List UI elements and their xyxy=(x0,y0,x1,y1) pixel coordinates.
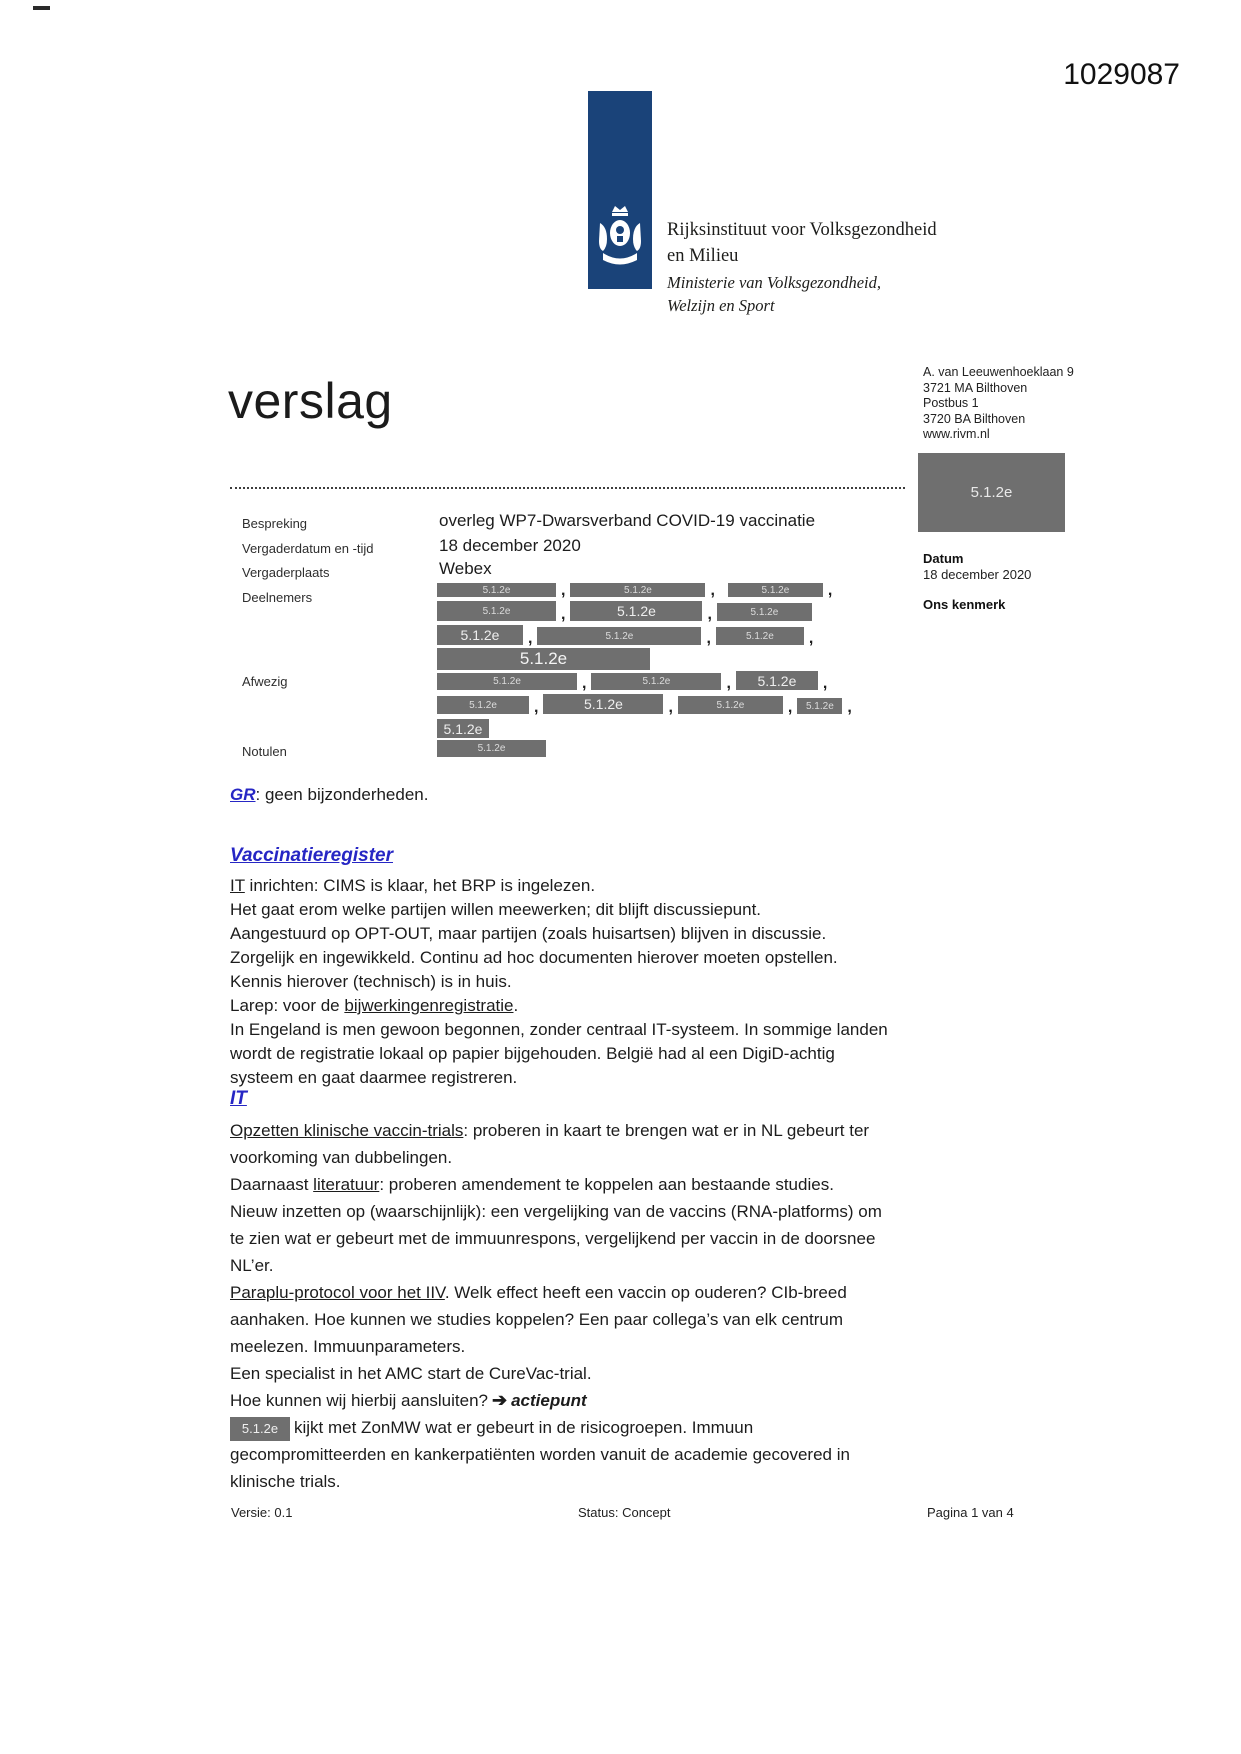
org-name-line1: Rijksinstituut voor Volksgezondheid xyxy=(667,220,937,240)
bespreking-label: Bespreking xyxy=(242,516,308,531)
document-number: 1029087 xyxy=(1063,58,1180,91)
separator-comma: , xyxy=(528,630,533,647)
separator-comma: , xyxy=(706,630,711,647)
gr-heading: GR xyxy=(230,785,256,804)
gr-line xyxy=(230,783,890,807)
body-text: : proberen in kaart te brengen wat er in NL gebeurt ter voorkoming van dubbelingen. xyxy=(230,1121,870,1167)
redaction-box: 5.1.2e xyxy=(437,601,556,621)
section-heading-text: Vaccinatieregister xyxy=(230,845,393,866)
redaction-box: 5.1.2e xyxy=(797,698,842,714)
vergaderplaats-label: Vergaderplaats xyxy=(242,565,330,580)
afwezig-redaction-row xyxy=(437,719,489,738)
afwezig-label: Afwezig xyxy=(242,674,288,689)
redaction-box: 5.1.2e xyxy=(728,583,823,597)
underlined-text: Opzetten klinische vaccin-trials xyxy=(230,1121,464,1140)
footer-pagina: Pagina 1 van 4 xyxy=(927,1505,1014,1520)
deelnemers-redaction-row xyxy=(437,601,812,621)
separator-comma: , xyxy=(710,582,715,599)
vergaderdatum-value: 18 december 2020 xyxy=(439,536,581,555)
body-paragraph xyxy=(230,1279,890,1360)
body-line: Aangestuurd op OPT-OUT, maar partijen (zoals huisartsen) blijven in discussie. xyxy=(230,924,827,943)
redaction-box: 5.1.2e xyxy=(437,673,577,690)
body-line xyxy=(230,874,890,898)
page-title: verslag xyxy=(228,373,393,429)
deelnemers-redaction-row xyxy=(437,648,650,670)
redaction-box: 5.1.2e xyxy=(537,627,701,645)
address-line: 3721 MA Bilthoven xyxy=(923,380,1028,395)
body-text: inrichten: CIMS is klaar, het BRP is ingelezen. xyxy=(244,876,596,895)
ministry-line2: Welzijn en Sport xyxy=(667,296,775,315)
redaction-box: 5.1.2e xyxy=(570,601,702,621)
redaction-box: 5.1.2e xyxy=(543,694,663,714)
body-line: Zorgelijk en ingewikkeld. Continu ad hoc documenten hierover moeten opstellen. xyxy=(230,948,838,967)
vaccinatieregister-paragraph xyxy=(230,874,890,1090)
section-heading-text: IT xyxy=(230,1088,247,1109)
body-text: : proberen amendement te koppelen aan bestaande studies. xyxy=(379,1175,834,1194)
footer-status: Status: Concept xyxy=(578,1505,671,1520)
separator-comma: , xyxy=(561,606,566,623)
body-paragraph: In Engeland is men gewoon begonnen, zonder centraal IT-systeem. In sommige landen wordt de registratie lokaal op papier bijgehouden. België had al een DigiD-achtig systeem en gaat daarmee registreren. xyxy=(230,1020,888,1087)
redaction-box: 5.1.2e xyxy=(678,696,783,714)
separator-comma: , xyxy=(822,675,828,692)
body-line: Kennis hierover (technisch) is in huis. xyxy=(230,972,512,991)
ons-kenmerk-label: Ons kenmerk xyxy=(923,597,1006,612)
body-line xyxy=(230,994,890,1018)
redaction-box: 5.1.2e xyxy=(230,1417,290,1441)
body-line: Een specialist in het AMC start de CureVac-trial. xyxy=(230,1364,592,1383)
vergaderplaats-value: Webex xyxy=(439,559,492,578)
bespreking-value: overleg WP7-Dwarsverband COVID-19 vaccinatie xyxy=(439,511,816,530)
separator-comma: , xyxy=(827,582,833,599)
arrow-icon: ➔ xyxy=(492,1390,508,1410)
separator-comma: , xyxy=(808,630,814,647)
org-name-line2: en Milieu xyxy=(667,246,739,266)
notulen-redaction-row xyxy=(437,740,546,757)
ministry-line1: Ministerie van Volksgezondheid, xyxy=(667,273,882,292)
separator-comma: , xyxy=(561,582,566,599)
body-text: . Welk effect heeft een vaccin op ouderen? CIb-breed aanhaken. Hoe kunnen we studies koppelen? Een paar collega’s van elk centrum meelezen. Immuunparameters. xyxy=(230,1283,847,1356)
website-text: www.rivm.nl xyxy=(923,427,990,441)
body-line xyxy=(230,1387,890,1414)
separator-comma: , xyxy=(582,675,587,692)
rivm-crest-icon xyxy=(597,203,643,272)
body-text: Hoe kunnen wij hierbij aansluiten? xyxy=(230,1391,488,1410)
redaction-box: 5.1.2e xyxy=(437,719,489,738)
separator-comma: , xyxy=(787,699,793,716)
redaction-box: 5.1.2e xyxy=(570,583,705,597)
redaction-box: 5.1.2e xyxy=(437,740,546,757)
deelnemers-label: Deelnemers xyxy=(242,590,313,605)
dotted-separator xyxy=(230,487,905,489)
section-heading-vaccinatieregister xyxy=(230,845,890,867)
body-line xyxy=(230,1171,890,1198)
address-line: Postbus 1 xyxy=(923,396,979,410)
separator-comma: , xyxy=(707,606,712,623)
afwezig-redaction-row xyxy=(437,694,857,714)
gr-text: : geen bijzonderheden. xyxy=(255,785,429,804)
body-text: Daarnaast xyxy=(230,1175,314,1194)
it-paragraph xyxy=(230,1117,890,1495)
redaction-box: 5.1.2e xyxy=(437,696,529,714)
deelnemers-redaction-row xyxy=(437,625,818,645)
body-text: Larep: voor de xyxy=(230,996,345,1015)
redaction-box: 5.1.2e xyxy=(918,453,1065,532)
underlined-text: IT xyxy=(230,876,245,895)
footer-versie: Versie: 0.1 xyxy=(231,1505,293,1520)
body-line: Het gaat erom welke partijen willen meewerken; dit blijft discussiepunt. xyxy=(230,900,762,919)
datum-value: 18 december 2020 xyxy=(923,567,1032,582)
redaction-box: 5.1.2e xyxy=(437,583,556,597)
separator-comma: , xyxy=(847,699,852,716)
address-block xyxy=(923,365,1074,443)
scan-artifact xyxy=(33,6,50,10)
separator-comma: , xyxy=(668,699,673,716)
redaction-box: 5.1.2e xyxy=(736,671,818,690)
redaction-box: 5.1.2e xyxy=(437,648,650,670)
underlined-text: Paraplu-protocol voor het IIV xyxy=(230,1283,445,1302)
section-heading-it xyxy=(230,1088,890,1110)
underlined-text: bijwerkingenregistratie xyxy=(344,996,514,1015)
vergaderdatum-label: Vergaderdatum en -tijd xyxy=(242,541,374,556)
deelnemers-redaction-row xyxy=(437,583,837,597)
redaction-box: 5.1.2e xyxy=(437,625,523,645)
body-text: kijkt met ZonMW wat er gebeurt in de risicogroepen. Immuun gecompromitteerden en kankerpatiënten worden vanuit de academie gecovered in klinische trials. xyxy=(230,1418,850,1491)
address-line: A. van Leeuwenhoeklaan 9 xyxy=(923,365,1074,379)
separator-comma: , xyxy=(534,699,539,716)
body-paragraph xyxy=(230,1414,890,1495)
afwezig-redaction-row xyxy=(437,671,832,690)
body-paragraph: Nieuw inzetten op (waarschijnlijk): een vergelijking van de vaccins (RNA-platforms) om te zien wat er gebeurt met de immuunrespons, vergelijkend per vaccin in de doorsnee NL’er. xyxy=(230,1202,882,1275)
separator-comma: , xyxy=(726,675,731,692)
address-line: 3720 BA Bilthoven xyxy=(923,411,1026,426)
redaction-box: 5.1.2e xyxy=(591,673,721,690)
notulen-label: Notulen xyxy=(242,744,287,759)
redaction-box: 5.1.2e xyxy=(716,627,804,645)
datum-label: Datum xyxy=(923,551,964,566)
body-text: . xyxy=(513,996,519,1015)
underlined-text: literatuur xyxy=(313,1175,380,1194)
body-paragraph xyxy=(230,1117,890,1171)
redaction-box: 5.1.2e xyxy=(717,603,812,621)
actiepunt-text: actiepunt xyxy=(511,1391,587,1410)
